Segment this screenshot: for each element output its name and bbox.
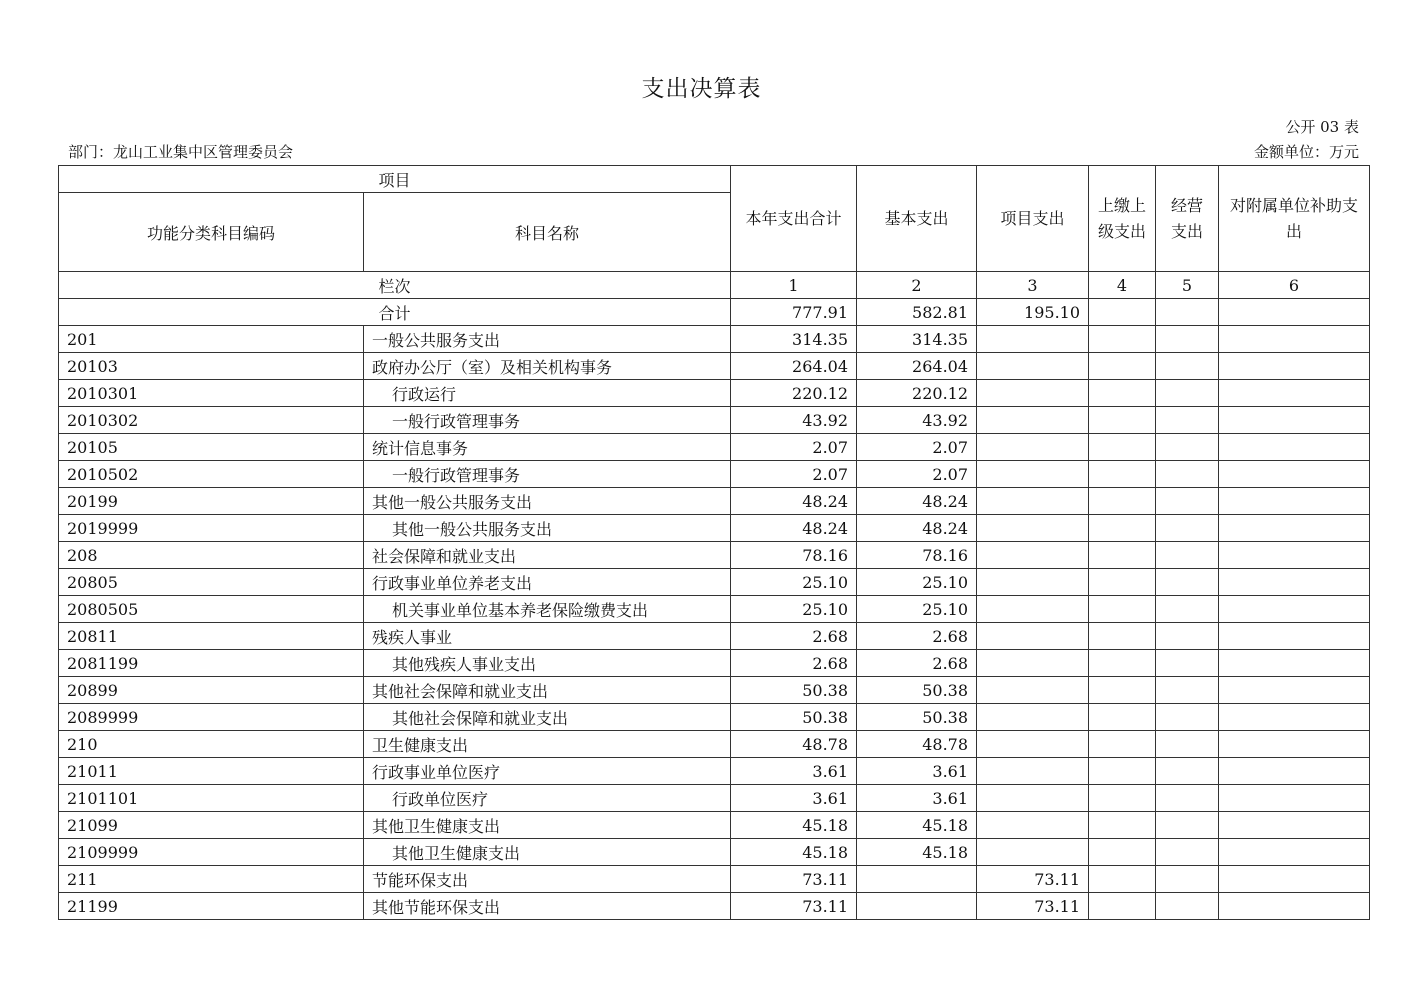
row-upper bbox=[1089, 812, 1156, 839]
row-upper bbox=[1089, 893, 1156, 920]
header-code: 功能分类科目编码 bbox=[59, 193, 364, 272]
row-name: 一般行政管理事务 bbox=[364, 461, 731, 488]
row-code: 2010301 bbox=[59, 380, 364, 407]
row-subsidy bbox=[1219, 569, 1370, 596]
row-basic: 48.78 bbox=[857, 731, 977, 758]
row-business bbox=[1156, 866, 1219, 893]
row-name: 一般公共服务支出 bbox=[364, 326, 731, 353]
row-basic: 25.10 bbox=[857, 596, 977, 623]
row-total: 45.18 bbox=[731, 812, 857, 839]
row-project bbox=[977, 461, 1089, 488]
row-basic: 2.07 bbox=[857, 461, 977, 488]
row-business bbox=[1156, 434, 1219, 461]
row-code: 2081199 bbox=[59, 650, 364, 677]
row-total: 25.10 bbox=[731, 596, 857, 623]
row-total: 48.24 bbox=[731, 515, 857, 542]
header-subsidy: 对附属单位补助支出 bbox=[1219, 166, 1370, 272]
column-number: 2 bbox=[857, 272, 977, 299]
table-row bbox=[59, 839, 1370, 866]
department-label: 部门：龙山工业集中区管理委员会 bbox=[68, 143, 294, 161]
column-number: 3 bbox=[977, 272, 1089, 299]
row-name: 行政事业单位医疗 bbox=[364, 758, 731, 785]
table-row bbox=[59, 353, 1370, 380]
row-name: 统计信息事务 bbox=[364, 434, 731, 461]
row-project: 73.11 bbox=[977, 866, 1089, 893]
row-name: 节能环保支出 bbox=[364, 866, 731, 893]
row-name: 其他一般公共服务支出 bbox=[364, 488, 731, 515]
row-subsidy bbox=[1219, 326, 1370, 353]
amount-unit-label: 金额单位：万元 bbox=[1253, 143, 1359, 161]
row-name: 卫生健康支出 bbox=[364, 731, 731, 758]
row-total: 2.07 bbox=[731, 434, 857, 461]
row-total: 50.38 bbox=[731, 704, 857, 731]
column-number: 6 bbox=[1219, 272, 1370, 299]
total-row-subsidy bbox=[1219, 299, 1370, 326]
row-subsidy bbox=[1219, 434, 1370, 461]
row-upper bbox=[1089, 704, 1156, 731]
row-subsidy bbox=[1219, 704, 1370, 731]
row-basic: 2.68 bbox=[857, 623, 977, 650]
row-subsidy bbox=[1219, 596, 1370, 623]
row-code: 201 bbox=[59, 326, 364, 353]
row-subsidy bbox=[1219, 677, 1370, 704]
row-basic: 25.10 bbox=[857, 569, 977, 596]
row-total: 220.12 bbox=[731, 380, 857, 407]
row-subsidy bbox=[1219, 812, 1370, 839]
row-business bbox=[1156, 785, 1219, 812]
row-subsidy bbox=[1219, 785, 1370, 812]
table-number: 公开 03 表 bbox=[1285, 118, 1359, 136]
row-code: 2109999 bbox=[59, 839, 364, 866]
table-row bbox=[59, 326, 1370, 353]
row-subsidy bbox=[1219, 542, 1370, 569]
row-basic: 45.18 bbox=[857, 839, 977, 866]
row-project bbox=[977, 839, 1089, 866]
row-name: 其他卫生健康支出 bbox=[364, 812, 731, 839]
row-business bbox=[1156, 812, 1219, 839]
row-total: 48.78 bbox=[731, 731, 857, 758]
row-total: 264.04 bbox=[731, 353, 857, 380]
table-row bbox=[59, 866, 1370, 893]
row-project bbox=[977, 380, 1089, 407]
header-upper-payment: 上缴上级支出 bbox=[1089, 166, 1156, 272]
row-business bbox=[1156, 758, 1219, 785]
row-project bbox=[977, 488, 1089, 515]
table-row bbox=[59, 812, 1370, 839]
row-name: 其他社会保障和就业支出 bbox=[364, 677, 731, 704]
row-project bbox=[977, 758, 1089, 785]
table-row bbox=[59, 893, 1370, 920]
total-row-label: 合计 bbox=[59, 299, 731, 326]
table-row bbox=[59, 650, 1370, 677]
row-code: 2010302 bbox=[59, 407, 364, 434]
row-total: 3.61 bbox=[731, 785, 857, 812]
row-name: 其他一般公共服务支出 bbox=[364, 515, 731, 542]
table-row bbox=[59, 434, 1370, 461]
table-row bbox=[59, 596, 1370, 623]
table-row bbox=[59, 542, 1370, 569]
row-name: 行政事业单位养老支出 bbox=[364, 569, 731, 596]
row-upper bbox=[1089, 731, 1156, 758]
row-project bbox=[977, 623, 1089, 650]
row-code: 210 bbox=[59, 731, 364, 758]
row-code: 208 bbox=[59, 542, 364, 569]
row-basic: 43.92 bbox=[857, 407, 977, 434]
row-code: 21099 bbox=[59, 812, 364, 839]
table-row bbox=[59, 569, 1370, 596]
row-project bbox=[977, 812, 1089, 839]
row-name: 政府办公厅（室）及相关机构事务 bbox=[364, 353, 731, 380]
row-upper bbox=[1089, 866, 1156, 893]
header-name: 科目名称 bbox=[364, 193, 731, 272]
row-name: 行政单位医疗 bbox=[364, 785, 731, 812]
row-code: 2080505 bbox=[59, 596, 364, 623]
row-project bbox=[977, 785, 1089, 812]
row-total: 78.16 bbox=[731, 542, 857, 569]
row-subsidy bbox=[1219, 731, 1370, 758]
column-number: 5 bbox=[1156, 272, 1219, 299]
table-row bbox=[59, 623, 1370, 650]
row-business bbox=[1156, 569, 1219, 596]
row-basic: 50.38 bbox=[857, 704, 977, 731]
row-subsidy bbox=[1219, 893, 1370, 920]
total-row-basic: 582.81 bbox=[857, 299, 977, 326]
column-number: 4 bbox=[1089, 272, 1156, 299]
row-business bbox=[1156, 731, 1219, 758]
row-basic: 314.35 bbox=[857, 326, 977, 353]
row-code: 20811 bbox=[59, 623, 364, 650]
row-business bbox=[1156, 704, 1219, 731]
row-code: 20105 bbox=[59, 434, 364, 461]
row-basic: 3.61 bbox=[857, 758, 977, 785]
row-subsidy bbox=[1219, 839, 1370, 866]
row-project bbox=[977, 515, 1089, 542]
header-total: 本年支出合计 bbox=[731, 166, 857, 272]
row-upper bbox=[1089, 407, 1156, 434]
row-business bbox=[1156, 488, 1219, 515]
row-total: 2.68 bbox=[731, 650, 857, 677]
total-row-total: 777.91 bbox=[731, 299, 857, 326]
row-business bbox=[1156, 677, 1219, 704]
row-total: 314.35 bbox=[731, 326, 857, 353]
row-basic bbox=[857, 893, 977, 920]
row-business bbox=[1156, 839, 1219, 866]
row-subsidy bbox=[1219, 488, 1370, 515]
row-basic: 2.07 bbox=[857, 434, 977, 461]
row-project bbox=[977, 542, 1089, 569]
row-basic: 2.68 bbox=[857, 650, 977, 677]
row-upper bbox=[1089, 542, 1156, 569]
row-upper bbox=[1089, 380, 1156, 407]
row-business bbox=[1156, 623, 1219, 650]
table-row bbox=[59, 407, 1370, 434]
row-upper bbox=[1089, 677, 1156, 704]
row-business bbox=[1156, 380, 1219, 407]
row-business bbox=[1156, 893, 1219, 920]
row-subsidy bbox=[1219, 461, 1370, 488]
row-code: 2089999 bbox=[59, 704, 364, 731]
row-code: 20805 bbox=[59, 569, 364, 596]
row-basic: 3.61 bbox=[857, 785, 977, 812]
row-code: 20199 bbox=[59, 488, 364, 515]
header-project-expenditure: 项目支出 bbox=[977, 166, 1089, 272]
row-project bbox=[977, 650, 1089, 677]
row-total: 3.61 bbox=[731, 758, 857, 785]
row-upper bbox=[1089, 569, 1156, 596]
table-row bbox=[59, 461, 1370, 488]
row-total: 73.11 bbox=[731, 893, 857, 920]
row-basic: 78.16 bbox=[857, 542, 977, 569]
row-code: 2019999 bbox=[59, 515, 364, 542]
row-project bbox=[977, 434, 1089, 461]
row-total: 45.18 bbox=[731, 839, 857, 866]
row-basic: 48.24 bbox=[857, 515, 977, 542]
row-name: 其他节能环保支出 bbox=[364, 893, 731, 920]
row-total: 50.38 bbox=[731, 677, 857, 704]
row-total: 2.07 bbox=[731, 461, 857, 488]
table-row bbox=[59, 731, 1370, 758]
row-business bbox=[1156, 650, 1219, 677]
row-total: 2.68 bbox=[731, 623, 857, 650]
row-code: 211 bbox=[59, 866, 364, 893]
row-upper bbox=[1089, 488, 1156, 515]
row-code: 20103 bbox=[59, 353, 364, 380]
row-business bbox=[1156, 596, 1219, 623]
table-row bbox=[59, 677, 1370, 704]
row-code: 2101101 bbox=[59, 785, 364, 812]
row-project bbox=[977, 704, 1089, 731]
row-upper bbox=[1089, 839, 1156, 866]
row-project bbox=[977, 353, 1089, 380]
row-business bbox=[1156, 407, 1219, 434]
row-project bbox=[977, 677, 1089, 704]
row-upper bbox=[1089, 461, 1156, 488]
row-business bbox=[1156, 326, 1219, 353]
header-business: 经营支出 bbox=[1156, 166, 1219, 272]
row-name: 残疾人事业 bbox=[364, 623, 731, 650]
row-upper bbox=[1089, 650, 1156, 677]
table-row bbox=[59, 785, 1370, 812]
expenditure-table bbox=[58, 165, 1370, 920]
header-basic: 基本支出 bbox=[857, 166, 977, 272]
header-project: 项目 bbox=[59, 166, 731, 193]
row-total: 73.11 bbox=[731, 866, 857, 893]
row-code: 21011 bbox=[59, 758, 364, 785]
row-name: 其他残疾人事业支出 bbox=[364, 650, 731, 677]
row-code: 2010502 bbox=[59, 461, 364, 488]
row-upper bbox=[1089, 758, 1156, 785]
row-project bbox=[977, 326, 1089, 353]
row-business bbox=[1156, 461, 1219, 488]
row-code: 20899 bbox=[59, 677, 364, 704]
row-business bbox=[1156, 542, 1219, 569]
column-number-label: 栏次 bbox=[59, 272, 731, 299]
page-title: 支出决算表 bbox=[641, 76, 762, 102]
row-project: 73.11 bbox=[977, 893, 1089, 920]
table-row bbox=[59, 704, 1370, 731]
row-upper bbox=[1089, 785, 1156, 812]
row-upper bbox=[1089, 326, 1156, 353]
table-row bbox=[59, 380, 1370, 407]
row-total: 43.92 bbox=[731, 407, 857, 434]
row-total: 25.10 bbox=[731, 569, 857, 596]
total-row-business bbox=[1156, 299, 1219, 326]
row-upper bbox=[1089, 515, 1156, 542]
table-row bbox=[59, 758, 1370, 785]
row-upper bbox=[1089, 596, 1156, 623]
row-basic: 50.38 bbox=[857, 677, 977, 704]
row-subsidy bbox=[1219, 623, 1370, 650]
row-project bbox=[977, 596, 1089, 623]
total-row-upper bbox=[1089, 299, 1156, 326]
row-basic: 48.24 bbox=[857, 488, 977, 515]
row-code: 21199 bbox=[59, 893, 364, 920]
row-name: 其他社会保障和就业支出 bbox=[364, 704, 731, 731]
row-basic bbox=[857, 866, 977, 893]
row-basic: 45.18 bbox=[857, 812, 977, 839]
row-name: 其他卫生健康支出 bbox=[364, 839, 731, 866]
row-name: 行政运行 bbox=[364, 380, 731, 407]
row-subsidy bbox=[1219, 380, 1370, 407]
row-subsidy bbox=[1219, 650, 1370, 677]
row-project bbox=[977, 731, 1089, 758]
row-basic: 264.04 bbox=[857, 353, 977, 380]
row-name: 机关事业单位基本养老保险缴费支出 bbox=[364, 596, 731, 623]
row-basic: 220.12 bbox=[857, 380, 977, 407]
total-row-project: 195.10 bbox=[977, 299, 1089, 326]
table-row bbox=[59, 515, 1370, 542]
column-number: 1 bbox=[731, 272, 857, 299]
row-name: 一般行政管理事务 bbox=[364, 407, 731, 434]
row-project bbox=[977, 569, 1089, 596]
row-subsidy bbox=[1219, 407, 1370, 434]
row-business bbox=[1156, 353, 1219, 380]
row-subsidy bbox=[1219, 353, 1370, 380]
row-subsidy bbox=[1219, 515, 1370, 542]
row-name: 社会保障和就业支出 bbox=[364, 542, 731, 569]
row-subsidy bbox=[1219, 758, 1370, 785]
row-business bbox=[1156, 515, 1219, 542]
table-row bbox=[59, 488, 1370, 515]
row-upper bbox=[1089, 434, 1156, 461]
row-upper bbox=[1089, 623, 1156, 650]
row-upper bbox=[1089, 353, 1156, 380]
row-project bbox=[977, 407, 1089, 434]
row-total: 48.24 bbox=[731, 488, 857, 515]
row-subsidy bbox=[1219, 866, 1370, 893]
